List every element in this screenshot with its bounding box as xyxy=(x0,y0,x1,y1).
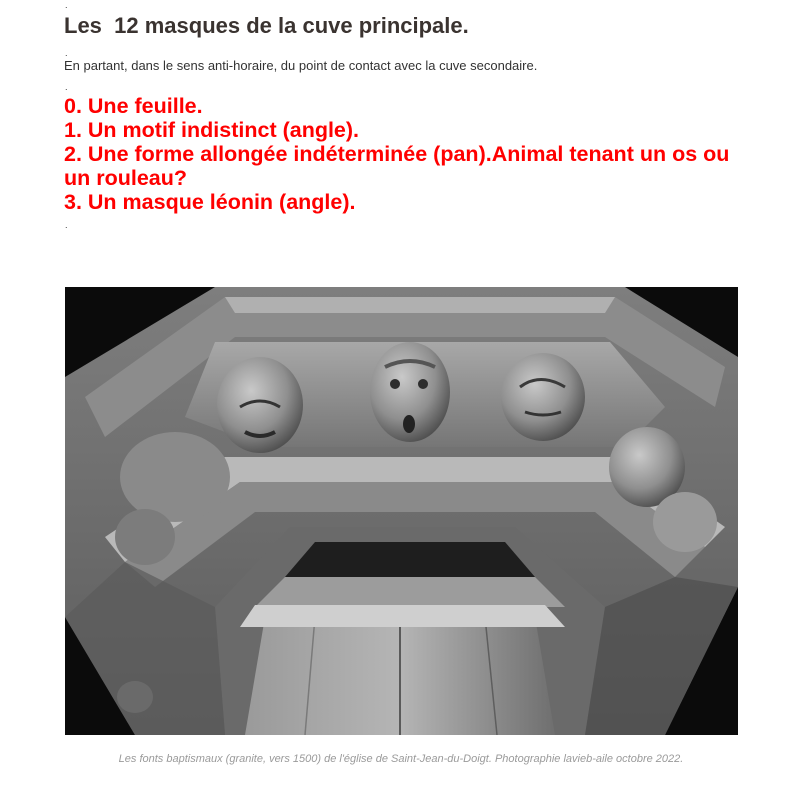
page-title: Les 12 masques de la cuve principale. xyxy=(64,13,469,38)
list-item: 0. Une feuille. xyxy=(64,94,203,118)
spacer-dot: . xyxy=(65,220,68,230)
list-item: 3. Un masque léonin (angle). xyxy=(64,190,356,214)
spacer-dot: . xyxy=(65,0,68,10)
photo-caption: Les fonts baptismaux (granite, vers 1500) de l'église de Saint-Jean-du-Doigt. Photographie lavieb-aile octobre 2022. xyxy=(118,753,684,765)
article xyxy=(64,0,744,230)
baptismal-font-photo xyxy=(65,287,738,735)
intro-paragraph: En partant, dans le sens anti-horaire, du point de contact avec la cuve secondaire. xyxy=(64,58,538,73)
list-item: 2. Une forme allongée indéterminée (pan).Animal tenant un os ou un rouleau? xyxy=(64,142,730,190)
font-illustration xyxy=(65,287,738,735)
spacer-dot: . xyxy=(65,48,68,58)
list-item: 1. Un motif indistinct (angle). xyxy=(64,118,360,142)
mask-list xyxy=(64,94,744,214)
spacer-dot: . xyxy=(65,82,68,92)
